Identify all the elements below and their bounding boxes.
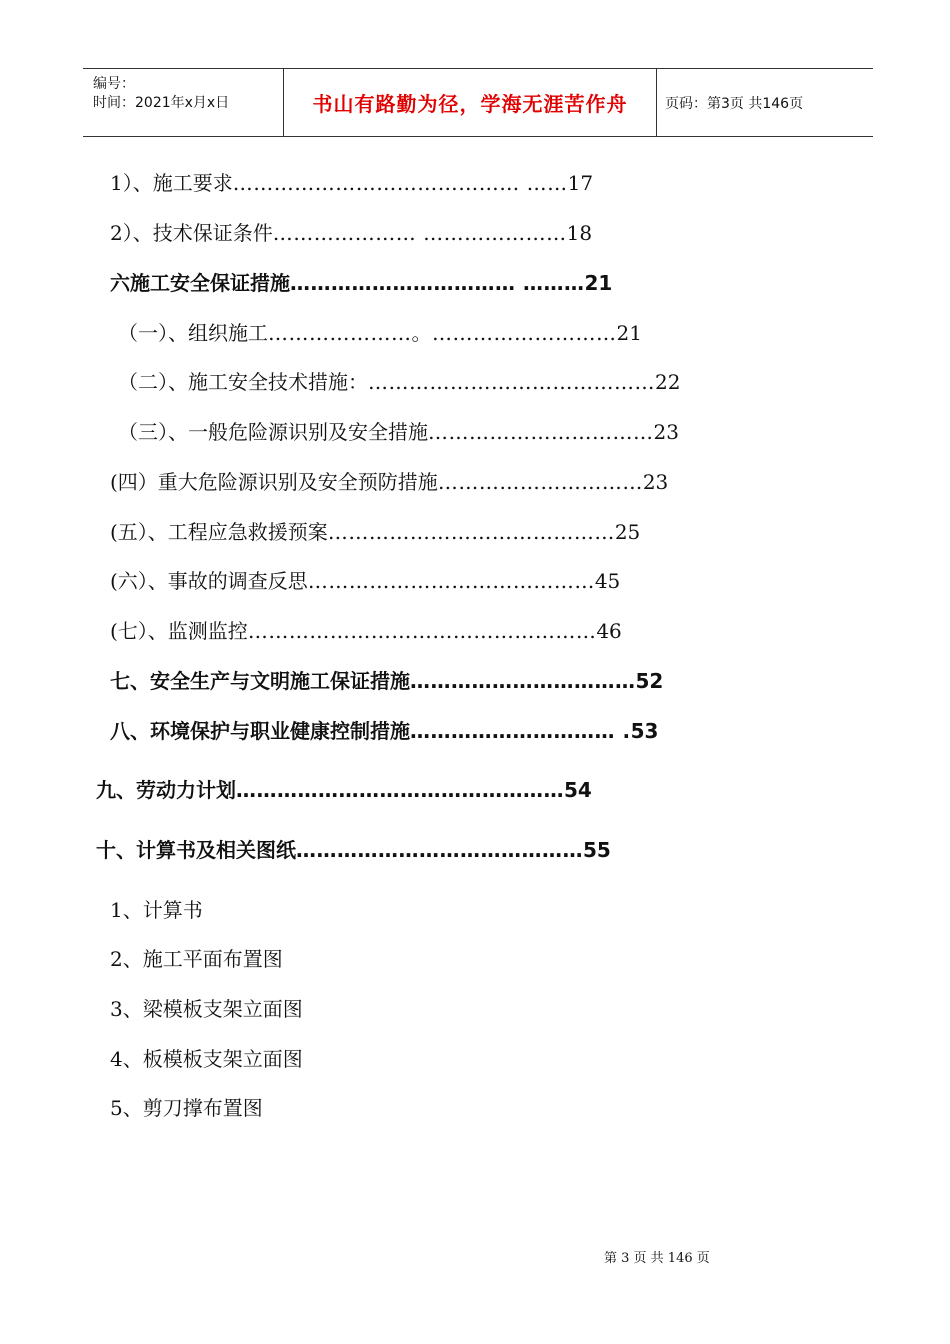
toc-entry-title: 4、板模板支架立面图	[110, 1047, 303, 1071]
toc-leader: …………………………………………	[236, 778, 564, 802]
toc-entry-title: 1、计算书	[110, 898, 203, 922]
toc-entry-title: （三）、一般危险源识别及安全措施	[118, 420, 428, 444]
toc-entry[interactable]	[110, 520, 640, 544]
toc-entry-title: 六施工安全保证措施	[110, 271, 290, 295]
document-code-label: 编号：	[93, 76, 135, 92]
toc-entry[interactable]	[118, 420, 679, 444]
toc-entry-title: 七、安全生产与文明施工保证措施	[110, 669, 410, 693]
toc-leader: ………………………… .	[410, 719, 631, 743]
toc-entry-title: （二）、施工安全技术措施：	[118, 370, 368, 394]
toc-entry-title: (七）、监测监控	[110, 619, 248, 643]
document-time-label: 时间：2021年x月x日	[93, 95, 230, 111]
toc-entry[interactable]	[110, 569, 620, 593]
toc-entry[interactable]	[110, 221, 592, 245]
toc-page-number: 55	[583, 838, 611, 862]
toc-page-number: 23	[642, 470, 669, 494]
toc-entry-title: (五）、工程应急救援预案	[110, 520, 328, 544]
toc-entry[interactable]	[110, 669, 663, 693]
toc-entry[interactable]	[118, 370, 680, 394]
toc-entry[interactable]	[110, 271, 612, 295]
toc-page-number: 52	[635, 669, 664, 693]
toc-entry-title: （一）、组织施工	[118, 321, 268, 345]
toc-page-number: 46	[596, 619, 622, 643]
toc-leader: ……………………………………………	[247, 619, 597, 643]
toc-leader: …………………………	[437, 470, 643, 494]
toc-leader: ………………… …………………	[272, 221, 567, 245]
toc-entry-title: 2、施工平面布置图	[110, 947, 283, 971]
toc-leader: ……………………………	[428, 420, 654, 444]
toc-page-number: 21	[584, 271, 613, 295]
toc-entry[interactable]	[110, 1047, 303, 1071]
toc-entry-title: 十、计算书及相关图纸	[96, 838, 296, 862]
toc-leader: ……………………………………	[307, 569, 595, 593]
toc-entry-title: 3、梁模板支架立面图	[110, 997, 303, 1021]
toc-leader: ……………………………………	[296, 838, 583, 862]
toc-entry-title: 1）、施工要求	[110, 171, 233, 195]
page-footer: 第 3 页 共 146 页	[604, 1251, 710, 1266]
toc-entry[interactable]	[110, 619, 622, 643]
toc-entry[interactable]	[110, 171, 593, 195]
toc-entry[interactable]	[110, 470, 668, 494]
toc-entry[interactable]	[110, 947, 283, 971]
toc-leader: ……………………………	[410, 669, 636, 693]
toc-entry-title: (六）、事故的调查反思	[110, 569, 308, 593]
toc-page-number: 25	[614, 520, 641, 544]
header-motto: 书山有路勤为径，学海无涯苦作舟	[312, 92, 628, 116]
toc-page-number: 23	[653, 420, 679, 444]
toc-entry-title: 九、劳动力计划	[96, 778, 236, 802]
toc-page-number: 53	[630, 719, 659, 743]
header-page-info: 页码：第3页 共146页	[665, 95, 804, 112]
toc-leader: ……………………………………	[368, 370, 655, 394]
toc-page-number: 54	[564, 778, 592, 802]
toc-entry[interactable]	[118, 321, 642, 345]
toc-entry-title: 2）、技术保证条件	[110, 221, 273, 245]
toc-entry-title: 5、剪刀撑布置图	[110, 1096, 263, 1120]
toc-leader: …………………。………………………	[268, 321, 617, 345]
toc-page-number: 21	[616, 321, 642, 345]
toc-page-number: 45	[594, 569, 621, 593]
toc-leader: …………………………… ………	[290, 271, 585, 295]
toc-leader: …………………………………… ……	[232, 171, 568, 195]
toc-entry[interactable]	[96, 838, 611, 862]
toc-entry[interactable]	[96, 778, 592, 802]
toc-page-number: 17	[567, 171, 594, 195]
toc-page-number: 22	[655, 370, 681, 394]
toc-entry-title: (四）重大危险源识别及安全预防措施	[110, 470, 438, 494]
toc-leader: ……………………………………	[327, 520, 615, 544]
toc-entry[interactable]	[110, 1096, 263, 1120]
toc-entry-title: 八、环境保护与职业健康控制措施	[110, 719, 410, 743]
toc-page-number: 18	[566, 221, 593, 245]
toc-entry[interactable]	[110, 997, 303, 1021]
toc-entry[interactable]	[110, 898, 203, 922]
toc-entry[interactable]	[110, 719, 658, 743]
